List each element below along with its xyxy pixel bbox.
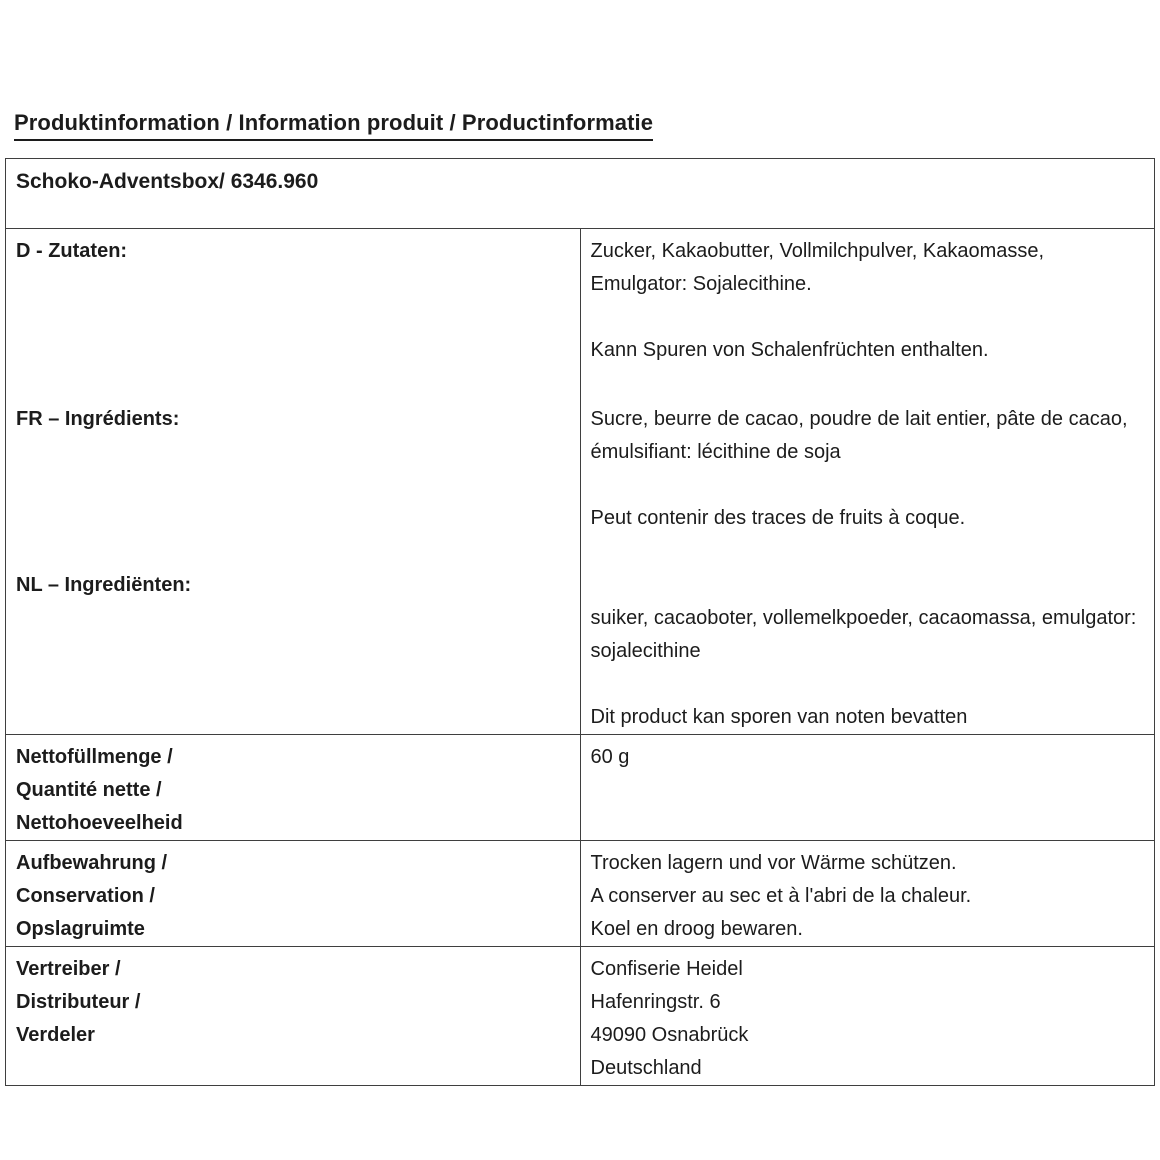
ingredients-content-nl <box>580 563 1155 735</box>
ingredients-text-nl: suiker, cacaoboter, vollemelkpoeder, cacaomassa, emulgator: sojalecithine <box>590 606 1137 662</box>
storage-label-nl: Opslagruimte <box>16 917 145 940</box>
net-quantity-label-fr: Quantité nette / <box>16 778 162 801</box>
net-quantity-label-nl: Nettohoeveelheid <box>16 811 183 834</box>
ingredients-row-fr <box>6 397 1155 563</box>
storage-label <box>6 840 581 946</box>
storage-content <box>580 840 1155 946</box>
distributor-row <box>6 946 1155 1085</box>
net-quantity-label <box>6 734 581 840</box>
page-title: Produktinformation / Information produit / Productinformatie <box>14 110 653 141</box>
net-quantity-row <box>6 734 1155 840</box>
distributor-label-nl: Verdeler <box>16 1023 95 1046</box>
ingredients-label-de: D - Zutaten: <box>6 229 581 397</box>
ingredients-label-fr: FR – Ingrédients: <box>6 397 581 563</box>
ingredients-content-de <box>580 229 1155 397</box>
net-quantity-label-de: Nettofüllmenge / <box>16 745 173 768</box>
allergy-note-fr: Peut contenir des traces de fruits à coque. <box>590 506 966 529</box>
product-name: Schoko-Adventsbox/ 6346.960 <box>6 159 1155 229</box>
distributor-name: Confiserie Heidel <box>590 957 743 980</box>
product-header-row <box>6 159 1155 229</box>
storage-instruction-de: Trocken lagern und vor Wärme schützen. <box>590 851 957 874</box>
net-quantity-value: 60 g <box>580 734 1155 840</box>
distributor-country: Deutschland <box>590 1056 702 1079</box>
ingredients-text-de: Zucker, Kakaobutter, Vollmilchpulver, Kakaomasse, Emulgator: Sojalecithine. <box>590 240 1045 295</box>
ingredients-content-fr <box>580 397 1155 563</box>
distributor-city: 49090 Osnabrück <box>590 1023 749 1046</box>
ingredients-row-nl <box>6 563 1155 735</box>
allergy-note-de: Kann Spuren von Schalenfrüchten enthalten. <box>590 339 989 361</box>
distributor-label-fr: Distributeur / <box>16 990 141 1013</box>
ingredients-row-de <box>6 229 1155 397</box>
storage-label-de: Aufbewahrung / <box>16 851 168 874</box>
distributor-street: Hafenringstr. 6 <box>590 990 721 1013</box>
ingredients-label-nl: NL – Ingrediënten: <box>6 563 581 735</box>
distributor-label <box>6 946 581 1085</box>
distributor-address <box>580 946 1155 1085</box>
distributor-label-de: Vertreiber / <box>16 957 121 980</box>
ingredients-text-fr: Sucre, beurre de cacao, poudre de lait entier, pâte de cacao, émulsifiant: lécithine de soja <box>590 407 1128 463</box>
storage-label-fr: Conservation / <box>16 884 155 907</box>
allergy-note-nl: Dit product kan sporen van noten bevatten <box>590 705 968 728</box>
storage-row <box>6 840 1155 946</box>
storage-instruction-nl: Koel en droog bewaren. <box>590 917 803 940</box>
product-info-table <box>5 158 1155 1086</box>
storage-instruction-fr: A conserver au sec et à l'abri de la chaleur. <box>590 884 972 907</box>
